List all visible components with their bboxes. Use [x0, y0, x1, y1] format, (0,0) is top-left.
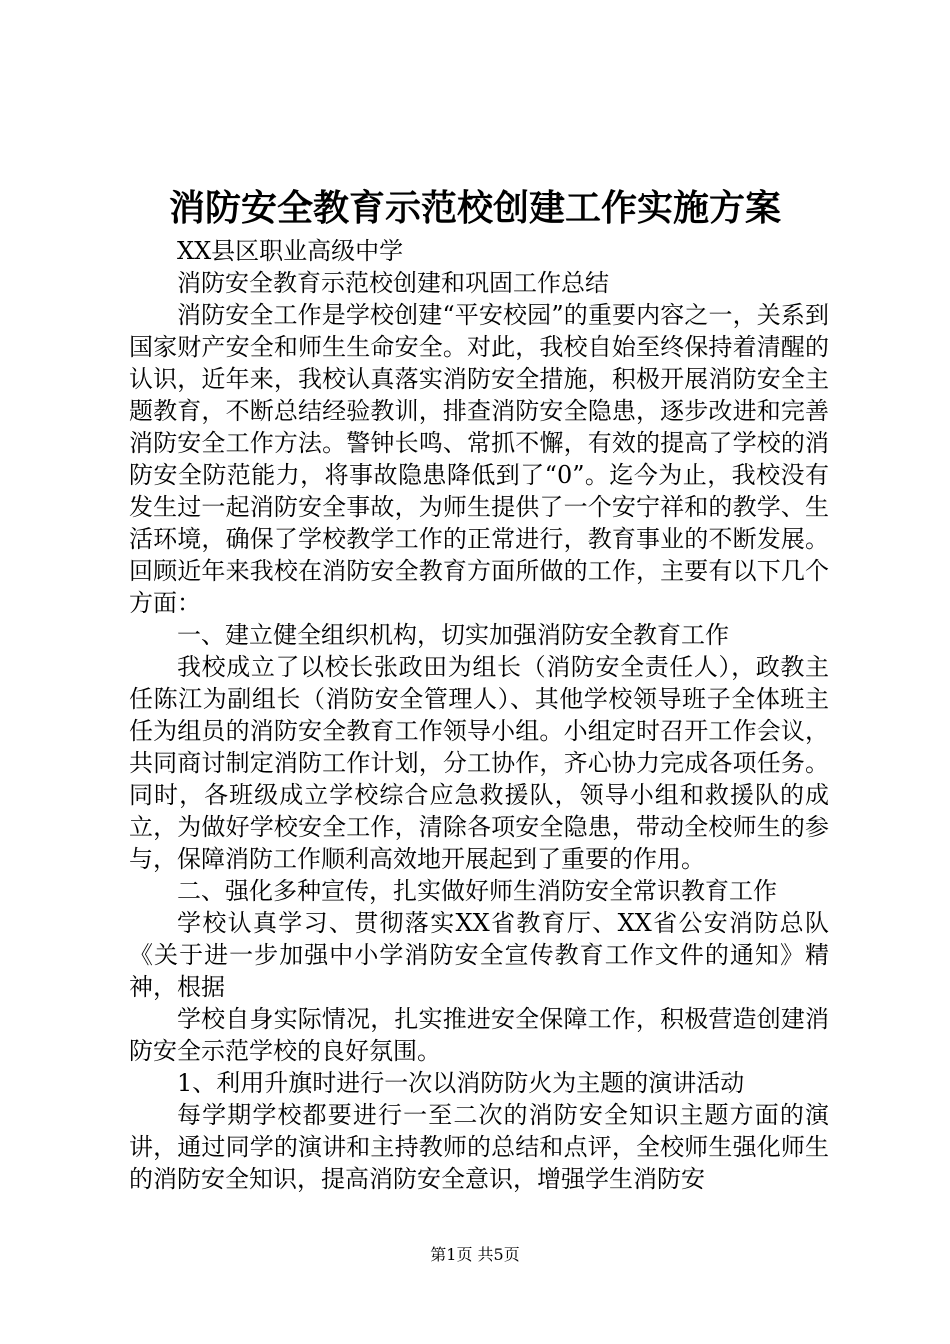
document-body — [129, 235, 829, 1195]
paragraph-school-name: XX县区职业高级中学 — [177, 237, 404, 265]
paragraph-speech: 每学期学校都要进行一至二次的消防安全知识主题方面的演讲，通过同学的演讲和主持教师的总结和点评，全校师生强化师生的消防安全知识，提高消防安全意识，增强学生消防安 — [129, 1101, 829, 1193]
section-heading-1: 一、建立健全组织机构，切实加强消防安全教育工作 — [177, 621, 729, 649]
document-title: 消防安全教育示范校创建工作实施方案 — [168, 187, 781, 229]
paragraph-subtitle: 消防安全教育示范校创建和巩固工作总结 — [177, 269, 609, 297]
subsection-heading-1: 1、利用升旗时进行一次以消防防火为主题的演讲活动 — [177, 1069, 745, 1097]
paragraph-study: 学校认真学习、贯彻落实XX省教育厅、XX省公安消防总队《关于进一步加强中小学消防安全宣传教育工作文件的通知》精神，根据 — [129, 909, 829, 1001]
paragraph-organization: 我校成立了以校长张政田为组长（消防安全责任人），政教主任陈江为副组长（消防安全管理人）、其他学校领导班子全体班主任为组员的消防安全教育工作领导小组。小组定时召开工作会议，共同商讨制定消防工作计划，分工协作，齐心协力完成各项任务。同时，各班级成立学校综合应急救援队，领导小组和救援队的成立，为做好学校安全工作，清除各项安全隐患，带动全校师生的参与，保障消防工作顺利高效地开展起到了重要的作用。 — [129, 653, 829, 873]
paragraph-intro: 消防安全工作是学校创建“平安校园”的重要内容之一，关系到国家财产安全和师生生命安全。对此，我校自始至终保持着清醒的认识，近年来，我校认真落实消防安全措施，积极开展消防安全主题教育，不断总结经验教训，排查消防安全隐患，逐步改进和完善消防安全工作方法。警钟长鸣、常抓不懈，有效的提高了学校的消防安全防范能力，将事故隐患降低到了“0”。迄今为止，我校没有发生过一起消防安全事故，为师生提供了一个安宁祥和的教学、生活环境，确保了学校教学工作的正常进行，教育事业的不断发展。回顾近年来我校在消防安全教育方面所做的工作，主要有以下几个方面： — [129, 301, 829, 617]
page-number: 第1页 共5页 — [430, 1245, 520, 1264]
section-heading-2: 二、强化多种宣传，扎实做好师生消防安全常识教育工作 — [177, 877, 777, 905]
paragraph-practice: 学校自身实际情况，扎实推进安全保障工作，积极营造创建消防安全示范学校的良好氛围。 — [129, 1005, 829, 1065]
